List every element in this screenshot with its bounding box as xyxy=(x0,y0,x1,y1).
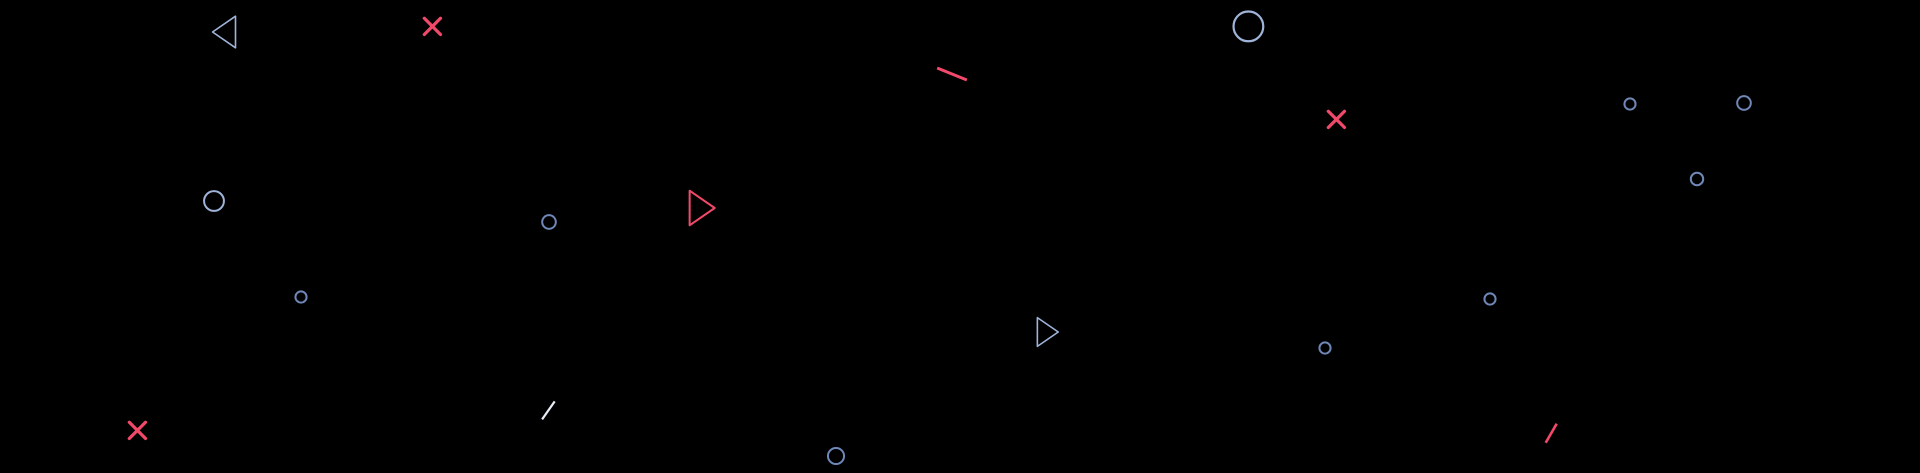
line-segment-bottom-right xyxy=(1524,406,1578,460)
circle-small-midleft xyxy=(534,207,564,237)
line-segment-lower-left xyxy=(522,384,575,437)
circle-tiny-lower-left xyxy=(288,284,314,310)
cross-mark-bottom-left xyxy=(113,406,162,455)
circle-medium-left xyxy=(194,181,234,221)
circle-tiny-right-lower xyxy=(1312,335,1338,361)
line-segment-upper-mid xyxy=(914,36,990,112)
cross-mark-top-right xyxy=(1312,95,1361,144)
cross-mark-top-left xyxy=(408,2,457,51)
triangle-outline-center xyxy=(672,180,728,236)
triangle-outline-left-top xyxy=(200,6,252,58)
circle-tiny-right-mid xyxy=(1477,286,1503,312)
circle-large-top xyxy=(1220,0,1277,54)
circle-small-right-b xyxy=(1729,88,1759,118)
circle-small-right-a xyxy=(1617,91,1643,117)
circle-bottom-center xyxy=(819,439,853,473)
triangle-outline-right xyxy=(1022,308,1070,356)
circle-small-right-c xyxy=(1683,165,1711,193)
